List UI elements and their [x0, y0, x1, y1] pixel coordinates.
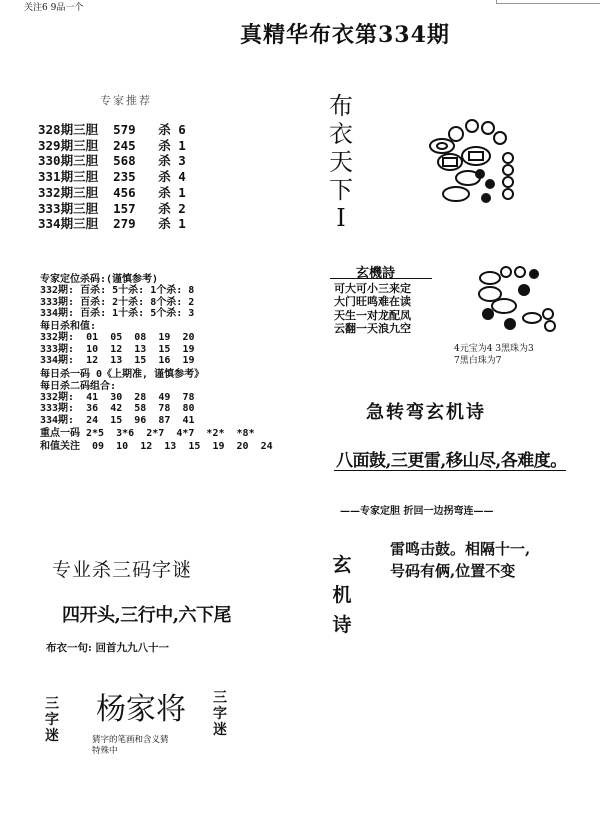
vertical-char: 天 — [329, 148, 353, 176]
dingwei-row: 334期: 百杀: 1十杀: 5个杀: 3 — [40, 307, 195, 319]
sanda-row: 332期三胆 456 杀 1 — [38, 184, 186, 200]
note-line: 特殊中 — [92, 746, 118, 756]
zhongdian-line: 重点一码 2*5 3*6 2*7 4*7 *2* *8* — [40, 427, 255, 439]
vertical-char: 字 — [45, 712, 59, 728]
sanda-row: 330期三胆 568 杀 3 — [38, 153, 186, 169]
expert-dingdan-line: ——专家定胆 折回一边拐弯连—— — [340, 506, 494, 517]
balls-caption — [454, 343, 534, 367]
page-title: 真精华布衣第334期 — [240, 22, 450, 48]
dingwei-row: 332期: 百杀: 5十杀: 1个杀: 8 — [40, 285, 195, 297]
zimi-right-vertical — [212, 690, 228, 738]
vertical-char: 玄 — [332, 554, 352, 576]
poem-line: 天生一对龙配凤 — [334, 308, 411, 322]
sanda-row: 328期三胆 579 杀 6 — [38, 122, 186, 137]
dingwei-block — [40, 274, 273, 452]
vertical-char: 下 — [329, 176, 353, 204]
shayima-row: 332期: 41 30 28 49 78 — [40, 391, 195, 403]
vertical-char: I — [336, 204, 346, 232]
dingwei-row: 333期: 百杀: 2十杀: 8个杀: 2 — [40, 296, 195, 308]
jizhuan-title: 急转弯玄机诗 — [366, 402, 486, 423]
poem-line: 雷鸣击鼓。相隔十一, — [390, 540, 531, 558]
zimi-main: 杨家将 — [96, 692, 186, 727]
vertical-char: 迷 — [45, 728, 59, 744]
balls-caption-line: 4元宝为4 3黑珠为3 — [454, 344, 534, 354]
balls-caption-line: 7黑白珠为7 — [454, 356, 502, 366]
xuanji-shi-vertical — [330, 550, 354, 640]
top-strip: 关注6 9品一个 — [24, 3, 84, 13]
xuanji-poem — [334, 282, 411, 335]
bamian-line: 八面鼓,三更雷,移山尽,各难度。 — [336, 451, 567, 471]
vertical-char: 机 — [332, 584, 352, 606]
sanda-row: 329期三胆 245 杀 1 — [38, 137, 186, 153]
poem-line: 大门旺鸣难在读 — [334, 295, 411, 309]
sikai-line: 四开头,三行中,六下尾 — [62, 605, 232, 626]
vertical-char: 衣 — [329, 120, 353, 148]
vertical-char: 三 — [45, 696, 59, 712]
xuanji-underline — [330, 278, 432, 279]
hezhi-heading: 每日杀和值: — [40, 321, 97, 333]
poem-line: 云翻一天浪九空 — [334, 321, 411, 335]
sanda-row: 333期三胆 157 杀 2 — [38, 200, 186, 216]
buyi-line: 布衣一句: 回首九九八十一 — [46, 642, 170, 654]
top-corner-frame — [496, 0, 600, 4]
section-heading: 专家推荐 — [100, 94, 152, 107]
vertical-char: 诗 — [332, 614, 352, 636]
poem-line: 可大可小三来定 — [334, 282, 411, 295]
hezhi-row: 334期: 12 13 15 16 19 — [40, 355, 195, 367]
xuanji-title: 玄機詩 — [356, 266, 396, 281]
leiming-poem — [390, 538, 530, 582]
vertical-char: 迷 — [213, 722, 227, 738]
note-line: 猜字的笔画和含义猜 — [92, 735, 169, 745]
sanda-list — [38, 122, 186, 232]
poem-line: 号码有俩,位置不变 — [390, 562, 516, 580]
hezhi-row: 332期: 01 05 08 19 20 — [40, 332, 195, 344]
hezhi-guanzhu-line: 和值关注 09 10 12 13 15 19 20 24 — [40, 441, 273, 453]
shayima-row: 333期: 36 42 58 78 80 — [40, 403, 195, 415]
shayima-sub: 每日杀二码组合: — [40, 380, 117, 392]
zimi-note — [92, 735, 169, 757]
zhuanye-title: 专业杀三码字谜 — [52, 559, 193, 581]
zimi-left-vertical — [44, 696, 60, 744]
vertical-char: 三 — [213, 690, 227, 706]
sanda-row: 334期三胆 279 杀 1 — [38, 216, 186, 232]
sanda-row: 331期三胆 235 杀 4 — [38, 169, 186, 185]
vertical-char: 字 — [213, 706, 227, 722]
dingwei-heading: 专家定位杀码:(谨慎参考) — [40, 274, 159, 285]
beads-illustration — [470, 262, 570, 342]
vertical-char: 布 — [329, 92, 353, 120]
bamian-underline — [334, 470, 566, 471]
coins-beads-illustration — [420, 112, 530, 212]
shayima-heading: 每日杀一码 0《上期准, 谨慎参考》 — [40, 369, 205, 381]
shayima-row: 334期: 24 15 96 87 41 — [40, 414, 195, 426]
buyi-tianxia-vertical — [326, 92, 356, 232]
hezhi-row: 333期: 10 12 13 15 19 — [40, 343, 195, 355]
